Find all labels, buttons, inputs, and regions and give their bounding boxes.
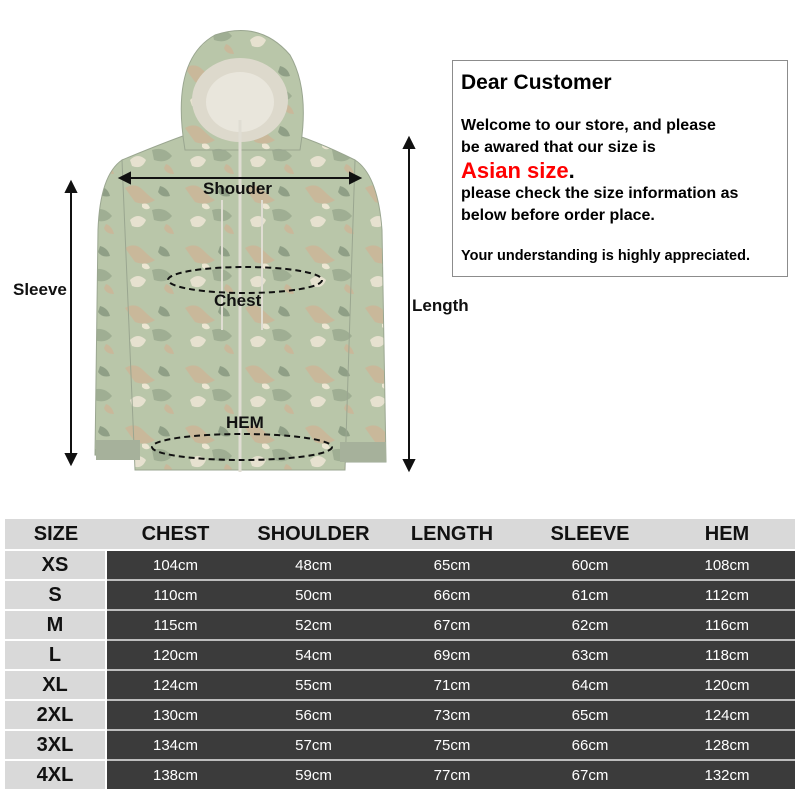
hem-cell: 120cm bbox=[659, 671, 795, 701]
size-chart-body bbox=[5, 551, 795, 789]
hem-cell: 128cm bbox=[659, 731, 795, 761]
size-cell: S bbox=[5, 581, 107, 611]
table-row bbox=[5, 611, 795, 641]
header-chest: CHEST bbox=[107, 519, 244, 551]
table-row bbox=[5, 701, 795, 731]
chest-cell: 104cm bbox=[107, 551, 244, 581]
hem-cell: 118cm bbox=[659, 641, 795, 671]
hem-label: HEM bbox=[226, 413, 264, 432]
chest-cell: 124cm bbox=[107, 671, 244, 701]
size-cell: 4XL bbox=[5, 761, 107, 789]
table-row bbox=[5, 671, 795, 701]
notice-title: Dear Customer bbox=[461, 71, 612, 94]
sleeve-cell: 62cm bbox=[521, 611, 659, 641]
asian-size-highlight bbox=[461, 159, 779, 183]
sleeve-cell: 64cm bbox=[521, 671, 659, 701]
notice-line-3: please check the size information as bbox=[461, 185, 739, 202]
size-cell: 3XL bbox=[5, 731, 107, 761]
table-row bbox=[5, 731, 795, 761]
shoulder-cell: 52cm bbox=[244, 611, 383, 641]
length-cell: 69cm bbox=[383, 641, 521, 671]
chest-cell: 120cm bbox=[107, 641, 244, 671]
length-label: Length bbox=[412, 296, 469, 315]
length-cell: 75cm bbox=[383, 731, 521, 761]
hem-cell: 112cm bbox=[659, 581, 795, 611]
shoulder-cell: 57cm bbox=[244, 731, 383, 761]
header-sleeve: SLEEVE bbox=[521, 519, 659, 551]
size-cell: XS bbox=[5, 551, 107, 581]
sleeve-cell: 67cm bbox=[521, 761, 659, 789]
sleeve-measure-line bbox=[66, 182, 76, 464]
size-cell: M bbox=[5, 611, 107, 641]
notice-line-4: below before order place. bbox=[461, 207, 655, 224]
chest-cell: 130cm bbox=[107, 701, 244, 731]
hem-cell: 116cm bbox=[659, 611, 795, 641]
jacket-illustration bbox=[0, 0, 440, 490]
length-cell: 73cm bbox=[383, 701, 521, 731]
sleeve-cell: 66cm bbox=[521, 731, 659, 761]
hem-cell: 132cm bbox=[659, 761, 795, 789]
shoulder-label: Shouder bbox=[203, 179, 272, 198]
notice-line-1: Welcome to our store, and please bbox=[461, 117, 716, 134]
length-cell: 67cm bbox=[383, 611, 521, 641]
length-cell: 71cm bbox=[383, 671, 521, 701]
table-row bbox=[5, 641, 795, 671]
header-size: SIZE bbox=[5, 519, 107, 551]
shoulder-cell: 56cm bbox=[244, 701, 383, 731]
sleeve-cell: 61cm bbox=[521, 581, 659, 611]
header-length: LENGTH bbox=[383, 519, 521, 551]
chest-cell: 138cm bbox=[107, 761, 244, 789]
table-row bbox=[5, 581, 795, 611]
asian-size-text: Asian size bbox=[461, 158, 569, 183]
sleeve-label: Sleeve bbox=[13, 280, 67, 299]
header-hem: HEM bbox=[659, 519, 795, 551]
length-cell: 77cm bbox=[383, 761, 521, 789]
size-chart-header bbox=[5, 519, 795, 551]
header-row bbox=[5, 519, 795, 551]
sleeve-cell: 63cm bbox=[521, 641, 659, 671]
size-chart-table bbox=[5, 519, 795, 789]
shoulder-cell: 54cm bbox=[244, 641, 383, 671]
length-cell: 66cm bbox=[383, 581, 521, 611]
notice-line-5: Your understanding is highly appreciated. bbox=[461, 248, 750, 264]
sleeve-cell: 65cm bbox=[521, 701, 659, 731]
shoulder-cell: 48cm bbox=[244, 551, 383, 581]
size-cell: L bbox=[5, 641, 107, 671]
hem-cell: 124cm bbox=[659, 701, 795, 731]
shoulder-cell: 50cm bbox=[244, 581, 383, 611]
jacket-measurement-diagram bbox=[0, 0, 469, 490]
chest-cell: 134cm bbox=[107, 731, 244, 761]
table-row bbox=[5, 761, 795, 789]
size-cell: 2XL bbox=[5, 701, 107, 731]
sleeve-cell: 60cm bbox=[521, 551, 659, 581]
size-cell: XL bbox=[5, 671, 107, 701]
chest-cell: 110cm bbox=[107, 581, 244, 611]
shoulder-cell: 55cm bbox=[244, 671, 383, 701]
hem-cell: 108cm bbox=[659, 551, 795, 581]
shoulder-cell: 59cm bbox=[244, 761, 383, 789]
customer-notice-box bbox=[452, 60, 788, 277]
jacket-shape bbox=[95, 31, 386, 473]
chest-label: Chest bbox=[214, 291, 262, 310]
chest-cell: 115cm bbox=[107, 611, 244, 641]
table-row bbox=[5, 551, 795, 581]
notice-line-2: be awared that our size is bbox=[461, 139, 656, 156]
header-shoulder: SHOULDER bbox=[244, 519, 383, 551]
asian-size-period: . bbox=[568, 158, 575, 183]
length-cell: 65cm bbox=[383, 551, 521, 581]
